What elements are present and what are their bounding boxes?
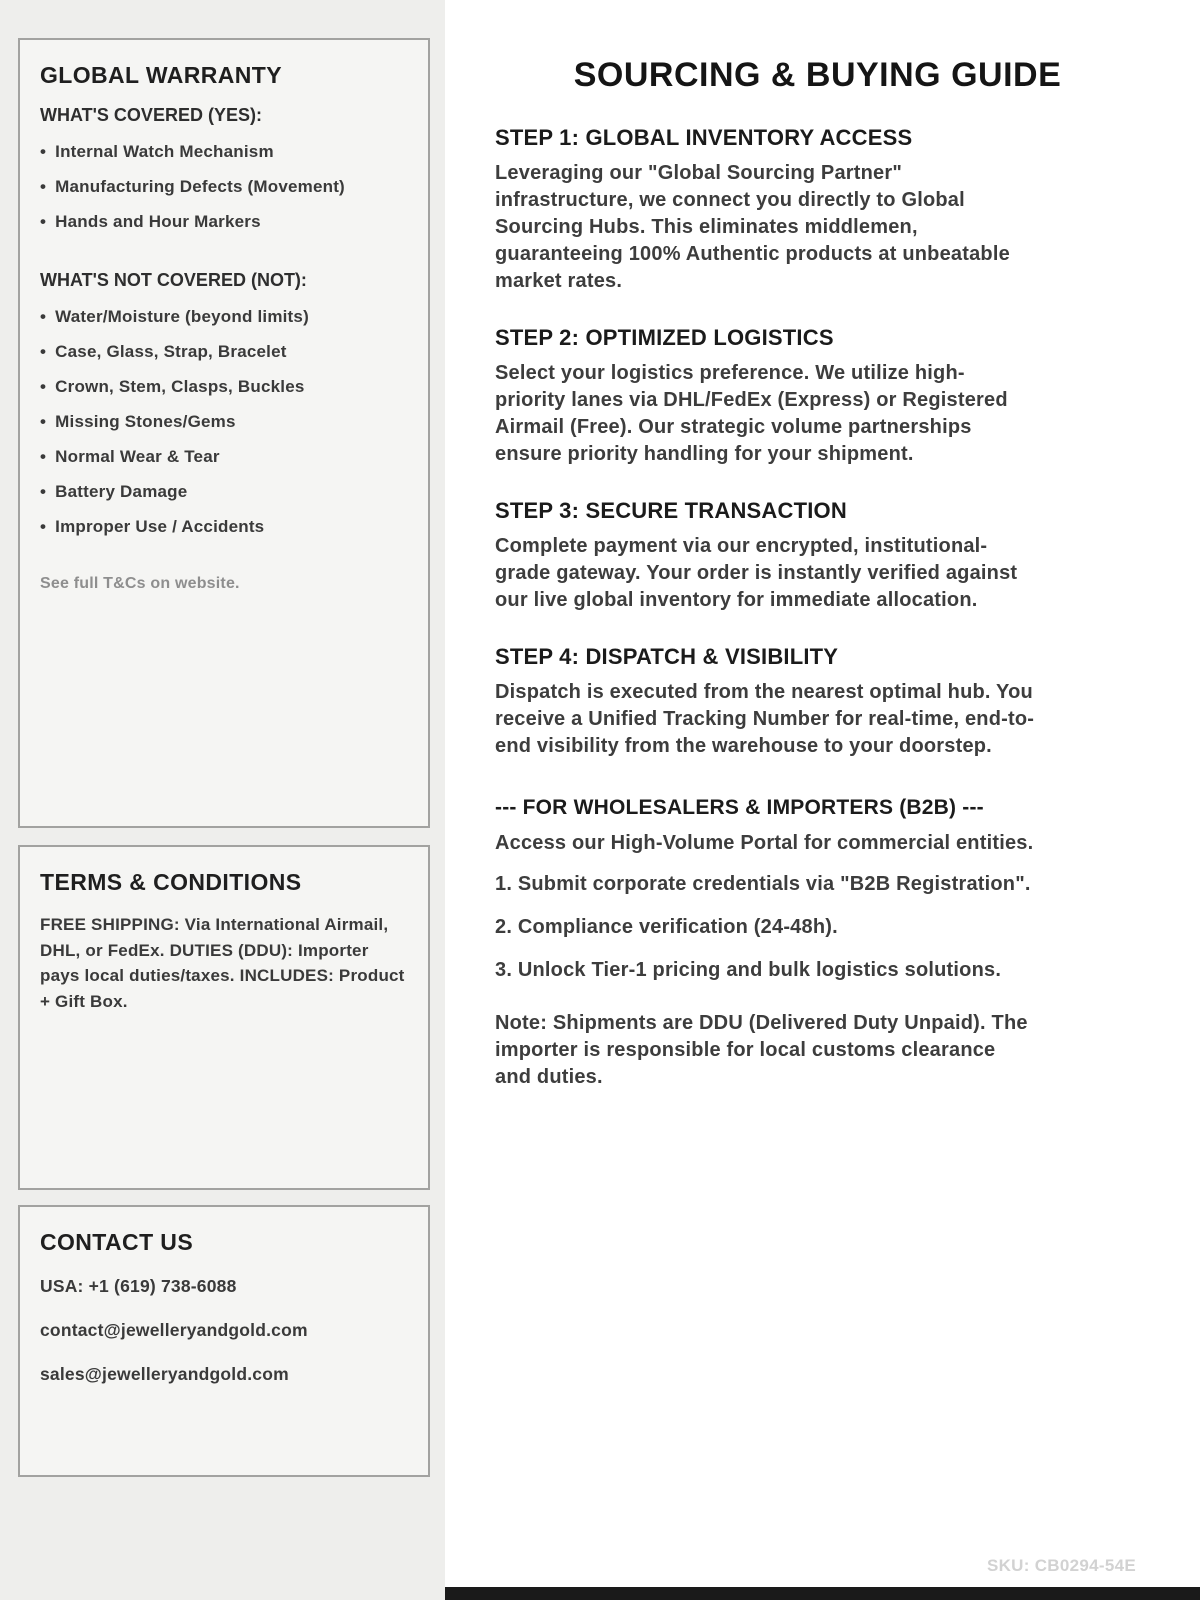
step-2-section — [495, 325, 1140, 468]
not-covered-title: WHAT'S NOT COVERED (NOT): — [40, 270, 307, 290]
list-item: • Internal Watch Mechanism — [40, 142, 408, 162]
page-title: SOURCING & BUYING GUIDE — [573, 56, 1062, 94]
contact-phone: USA: +1 (619) 738-6088 — [40, 1276, 237, 1296]
step-1-section — [495, 125, 1140, 295]
terms-title: TERMS & CONDITIONS — [40, 869, 302, 895]
list-item: • Missing Stones/Gems — [40, 412, 408, 432]
covered-title: WHAT'S COVERED (YES): — [40, 105, 262, 125]
b2b-intro: Access our High-Volume Portal for commercial entities. — [495, 832, 1034, 854]
step-2-body: Select your logistics preference. We utilize high-priority lanes via DHL/FedEx (Express) or Registered Airmail (Free). Our strategic volume partnerships ensure priority handling for your shipment. — [495, 362, 1008, 465]
list-item: • Crown, Stem, Clasps, Buckles — [40, 377, 408, 397]
warranty-footnote: See full T&Cs on website. — [40, 575, 240, 592]
step-3-heading: STEP 3: SECURE TRANSACTION — [495, 498, 847, 523]
b2b-item-3: 3. Unlock Tier-1 pricing and bulk logistics solutions. — [495, 959, 1002, 981]
list-item: • Battery Damage — [40, 482, 408, 502]
list-item: • Hands and Hour Markers — [40, 212, 408, 232]
b2b-note: Note: Shipments are DDU (Delivered Duty Unpaid). The importer is responsible for local customs clearance and duties. — [495, 1012, 1028, 1088]
contact-email-sales: sales@jewelleryandgold.com — [40, 1364, 289, 1384]
main-content — [445, 0, 1200, 1600]
list-item: • Normal Wear & Tear — [40, 447, 408, 467]
covered-list — [40, 142, 408, 232]
step-1-body: Leveraging our "Global Sourcing Partner" infrastructure, we connect you directly to Global Sourcing Hubs. This eliminates middlemen, guaranteeing 100% Authentic products at unbeatable market rates. — [495, 162, 1010, 292]
list-item: • Improper Use / Accidents — [40, 517, 408, 537]
not-covered-list — [40, 307, 408, 537]
contact-box — [18, 1205, 430, 1477]
sku-label: SKU: CB0294-54E — [986, 1556, 1136, 1575]
step-1-heading: STEP 1: GLOBAL INVENTORY ACCESS — [495, 125, 913, 150]
warranty-title: GLOBAL WARRANTY — [40, 62, 282, 88]
contact-title: CONTACT US — [40, 1229, 194, 1255]
list-item: • Manufacturing Defects (Movement) — [40, 177, 408, 197]
step-4-section — [495, 644, 1140, 760]
contact-email-primary: contact@jewelleryandgold.com — [40, 1320, 308, 1340]
list-item: • Water/Moisture (beyond limits) — [40, 307, 408, 327]
bottom-bar — [445, 1587, 1200, 1600]
terms-box — [18, 845, 430, 1190]
step-4-heading: STEP 4: DISPATCH & VISIBILITY — [495, 644, 839, 669]
step-3-section — [495, 498, 1140, 614]
b2b-item-2: 2. Compliance verification (24-48h). — [495, 916, 838, 938]
b2b-heading: --- FOR WHOLESALERS & IMPORTERS (B2B) --- — [495, 796, 984, 819]
b2b-item-1: 1. Submit corporate credentials via "B2B Registration". — [495, 873, 1031, 895]
step-2-heading: STEP 2: OPTIMIZED LOGISTICS — [495, 325, 834, 350]
list-item: • Case, Glass, Strap, Bracelet — [40, 342, 408, 362]
sidebar — [0, 0, 445, 1600]
step-3-body: Complete payment via our encrypted, institutional-grade gateway. Your order is instantly verified against our live global inventory for immediate allocation. — [495, 535, 1018, 611]
b2b-section — [495, 796, 1140, 1091]
warranty-box — [18, 38, 430, 828]
step-4-body: Dispatch is executed from the nearest optimal hub. You receive a Unified Tracking Number for real-time, end-to-end visibility from the warehouse to your doorstep. — [495, 681, 1035, 757]
terms-body: FREE SHIPPING: Via International Airmail, DHL, or FedEx. DUTIES (DDU): Importer pays local duties/taxes. INCLUDES: Product + Gift Box. — [40, 915, 405, 1011]
